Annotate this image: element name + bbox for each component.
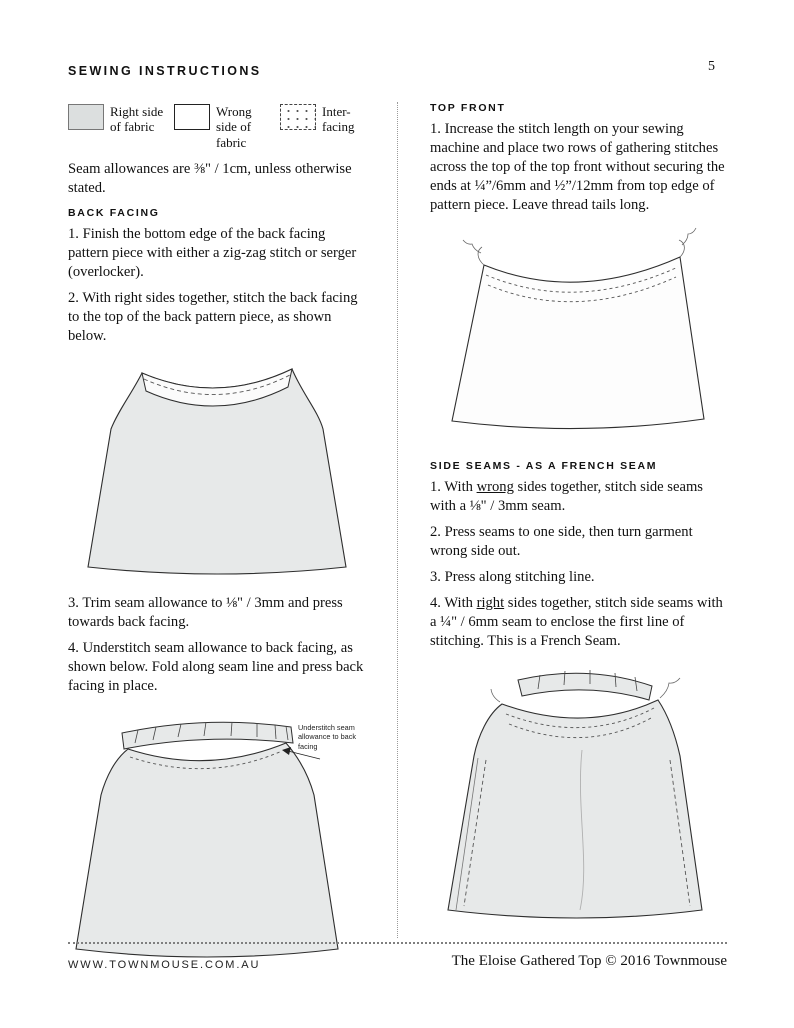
legend-item-wrong-side <box>174 104 273 150</box>
legend-item-interfacing <box>280 104 366 150</box>
diagram-back-facing-stitched <box>80 353 368 586</box>
step-text: 2. With right sides together, stitch the back facing to the top of the back pattern piece, as shown below. <box>68 289 358 344</box>
understitch-annotation: Understitch seam allowance to back facing <box>298 722 357 751</box>
garment-front-illustration <box>432 225 722 443</box>
footer-rule <box>68 942 727 944</box>
legend-label: Right side of fabric <box>110 104 164 135</box>
legend-label: Wrong side of fabric <box>216 104 252 150</box>
heading-side-seams: SIDE SEAMS - AS A FRENCH SEAM <box>430 459 658 472</box>
page-title: SEWING INSTRUCTIONS <box>68 64 262 78</box>
thread-tails-icon <box>463 228 696 265</box>
fabric-legend <box>68 104 368 150</box>
left-column <box>68 102 368 969</box>
gathered-facing-band <box>122 722 293 749</box>
step-text: 1. Finish the bottom edge of the back facing pattern piece with either a zig-zag stitch or serger (overlocker). <box>68 225 357 280</box>
garment-back-illustration <box>80 353 350 581</box>
heading-back-facing: BACK FACING <box>68 206 160 219</box>
wrong-side-fabric-swatch-icon <box>174 104 210 130</box>
right-column <box>430 102 728 943</box>
seam-allowance-note: Seam allowances are ⅜" / 1cm, unless otherwise stated. <box>68 160 352 196</box>
footer-credit: The Eloise Gathered Top © 2016 Townmouse <box>451 953 727 969</box>
diagram-french-seam <box>430 658 728 935</box>
page-number: 5 <box>708 59 715 74</box>
garment-front-body <box>452 257 704 429</box>
diagram-top-front-gathering <box>432 225 728 448</box>
step-text: 1. With wrong sides together, stitch side seams with a ⅛" / 3mm seam. <box>430 478 703 514</box>
diagram-back-understitch <box>68 703 368 961</box>
right-side-fabric-swatch-icon <box>68 104 104 130</box>
legend-item-right-side <box>68 104 167 150</box>
garment-french-seam-illustration <box>430 658 730 930</box>
step-text: 4. Understitch seam allowance to back facing, as shown below. Fold along seam line and press back facing in place. <box>68 639 364 694</box>
heading-top-front: TOP FRONT <box>430 102 506 114</box>
step-text: 3. Press along stitching line. <box>430 568 595 585</box>
step-text: 1. Increase the stitch length on your sewing machine and place two rows of gathering stitches across the top of the top front without securing the ends at ¼”/6mm and ½”/12mm from top edge of pattern piece. Leave thread tails long. <box>430 121 725 213</box>
interfacing-swatch-icon <box>280 104 316 130</box>
step-text: 3. Trim seam allowance to ⅛" / 3mm and press towards back facing. <box>68 594 343 630</box>
legend-label: Inter-facing <box>322 104 355 135</box>
step-text: 2. Press seams to one side, then turn garment wrong side out. <box>430 523 693 559</box>
footer-url: WWW.TOWNMOUSE.COM.AU <box>68 959 261 971</box>
column-divider <box>397 102 398 938</box>
garment-back-body <box>76 743 338 957</box>
garment-body <box>448 700 702 918</box>
step-text: 4. With right sides together, stitch side seams with a ¼" / 6mm seam to enclose the first line of stitching. This is a French Seam. <box>430 594 723 649</box>
